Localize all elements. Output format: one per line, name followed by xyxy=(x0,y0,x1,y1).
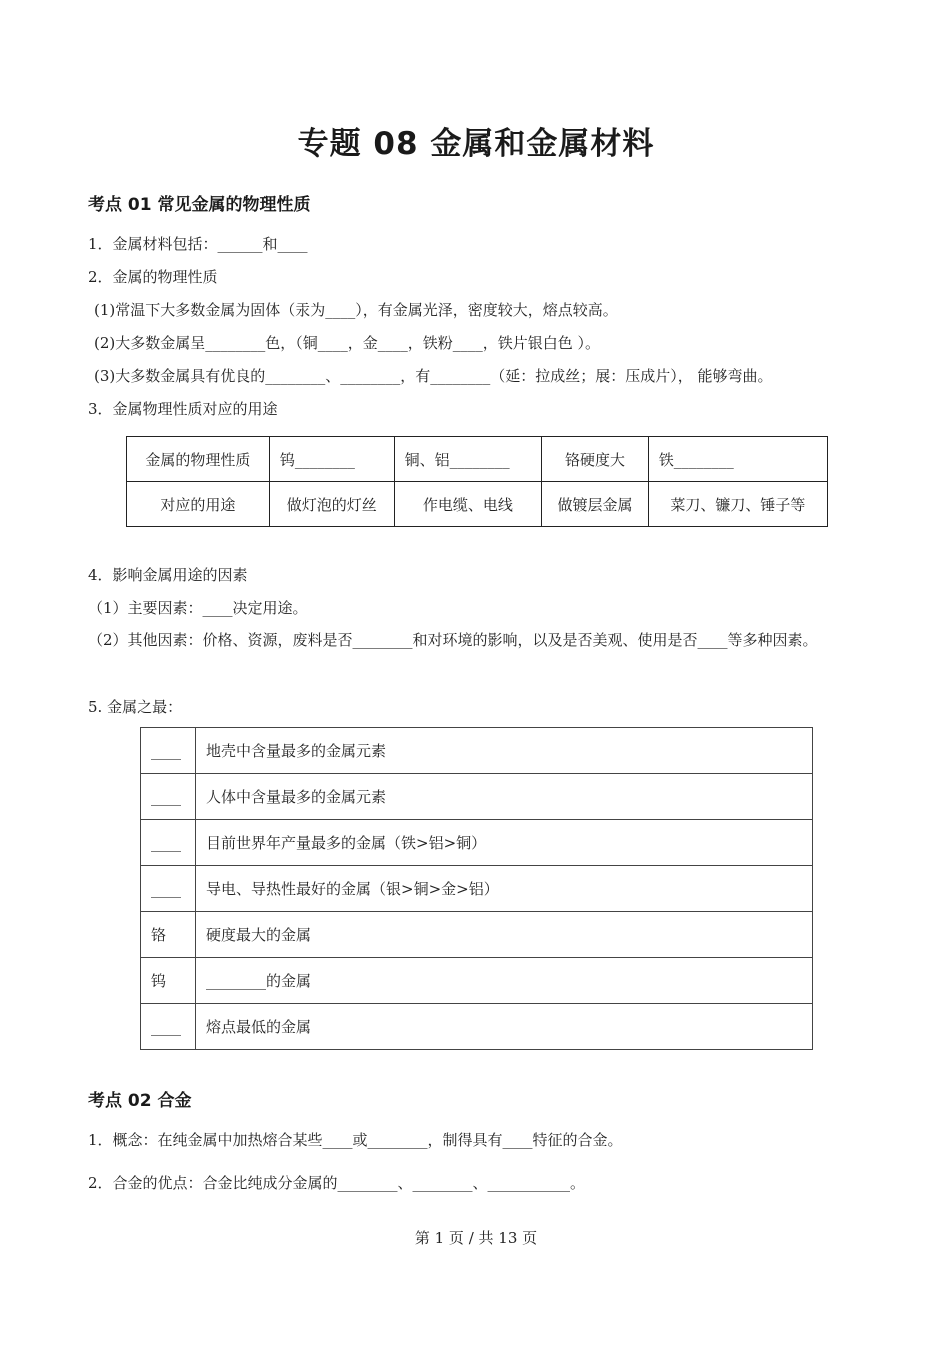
question-3: 3．金属物理性质对应的用途 xyxy=(88,400,278,418)
question-2: 2．金属的物理性质 xyxy=(88,268,218,286)
question-5: 5. 金属之最： xyxy=(88,698,183,716)
description-cell: 硬度最大的金属 xyxy=(196,912,813,958)
metal-cell: ____ xyxy=(141,820,196,866)
question-1: 1．金属材料包括：______和____ xyxy=(88,235,308,253)
page-footer: 第 1 页 / 共 13 页 xyxy=(414,1229,538,1247)
table-cell: 钨________ xyxy=(269,437,394,482)
metal-cell: ____ xyxy=(141,1004,196,1050)
description-cell: 导电、导热性最好的金属（银>铜>金>铝） xyxy=(196,866,813,912)
table-row xyxy=(141,958,813,1004)
table-cell: 做灯泡的灯丝 xyxy=(269,482,394,527)
table-row xyxy=(141,1004,813,1050)
metal-cell: ____ xyxy=(141,866,196,912)
table-row xyxy=(127,482,828,527)
metal-cell: 铬 xyxy=(141,912,196,958)
page-title: 专题 08 金属和金属材料 xyxy=(297,126,655,162)
alloy-question-2: 2．合金的优点：合金比纯成分金属的________、________、___________。 xyxy=(88,1174,586,1192)
table-row xyxy=(141,774,813,820)
table-cell: 金属的物理性质 xyxy=(127,437,270,482)
table-row xyxy=(141,866,813,912)
question-2-3: (3)大多数金属具有优良的________、________，有________（延：拉成丝；展：压成片）， 能够弯曲。 xyxy=(94,367,773,385)
description-cell: 人体中含量最多的金属元素 xyxy=(196,774,813,820)
alloy-question-1: 1．概念：在纯金属中加热熔合某些____或________，制得具有____特征的合金。 xyxy=(88,1131,623,1149)
description-cell: 熔点最低的金属 xyxy=(196,1004,813,1050)
metal-cell: 钨 xyxy=(141,958,196,1004)
question-4-1: （1）主要因素：____决定用途。 xyxy=(88,599,308,617)
question-4: 4．影响金属用途的因素 xyxy=(88,566,248,584)
question-2-1: (1)常温下大多数金属为固体（汞为____），有金属光泽，密度较大，熔点较高。 xyxy=(94,301,618,319)
table-cell: 做镀层金属 xyxy=(542,482,649,527)
table-cell: 铁________ xyxy=(648,437,827,482)
section-heading-2: 考点 02 合金 xyxy=(88,1091,192,1111)
table-row xyxy=(127,437,828,482)
table-row xyxy=(141,820,813,866)
description-cell: ________的金属 xyxy=(196,958,813,1004)
description-cell: 目前世界年产量最多的金属（铁>铝>铜） xyxy=(196,820,813,866)
metal-cell: ____ xyxy=(141,774,196,820)
table-cell: 对应的用途 xyxy=(127,482,270,527)
question-4-2: （2）其他因素：价格、资源，废料是否________和对环境的影响，以及是否美观、使用是否____等多种因素。 xyxy=(88,631,818,649)
table-cell: 菜刀、镰刀、锤子等 xyxy=(648,482,827,527)
question-2-2: (2)大多数金属呈________色，（铜____，金____，铁粉____，铁片银白色 ）。 xyxy=(94,334,601,352)
table-cell: 铬硬度大 xyxy=(542,437,649,482)
table-row xyxy=(141,728,813,774)
table-cell: 作电缆、电线 xyxy=(394,482,542,527)
section-heading-1: 考点 01 常见金属的物理性质 xyxy=(88,195,311,215)
description-cell: 地壳中含量最多的金属元素 xyxy=(196,728,813,774)
metal-superlatives-table xyxy=(140,727,813,1050)
table-row xyxy=(141,912,813,958)
table-cell: 铜、铝________ xyxy=(394,437,542,482)
metal-cell: ____ xyxy=(141,728,196,774)
properties-uses-table xyxy=(126,436,828,527)
